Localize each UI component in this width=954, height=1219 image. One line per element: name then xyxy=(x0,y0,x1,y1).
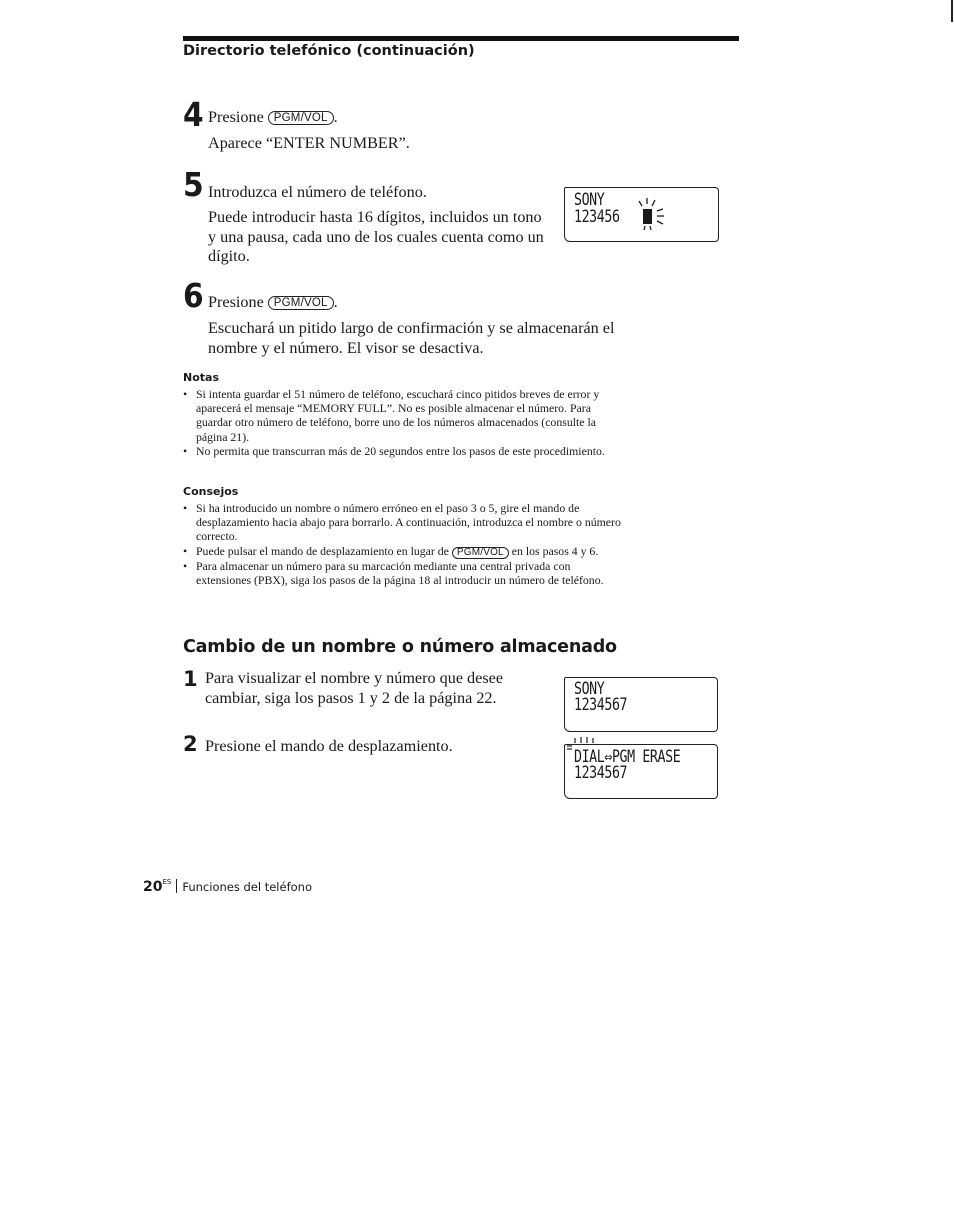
lcd-line-2: 1234567 xyxy=(574,763,628,783)
lcd-line-2: 123456 xyxy=(574,207,620,227)
lcd-line-1: SONY xyxy=(574,190,605,210)
change-step-1-text: Para visualizar el nombre y número que desee cambiar, siga los pasos 1 y 2 de la página 22. xyxy=(205,669,504,707)
step-6-suffix: . xyxy=(333,293,338,311)
edge-mark xyxy=(951,0,953,22)
lcd-line-1: SONY xyxy=(574,679,605,699)
lcd-line-2: 1234567 xyxy=(574,695,628,715)
pgm-vol-key: PGM/VOL xyxy=(268,111,334,125)
step-4-text: Aparece “ENTER NUMBER”. xyxy=(208,134,410,152)
pgm-vol-key: PGM/VOL xyxy=(268,296,334,310)
tips-list xyxy=(183,501,628,587)
step-4-suffix: . xyxy=(333,108,338,126)
page-number-suffix: ES xyxy=(162,878,172,886)
section-header: Directorio telefónico (continuación) xyxy=(183,43,475,59)
tip-2-suffix: en los pasos 4 y 6. xyxy=(511,543,599,558)
top-rule xyxy=(183,36,739,41)
change-step-1-number: 1 xyxy=(183,667,198,691)
step-5-line: Introduzca el número de teléfono. xyxy=(208,183,427,201)
list-item xyxy=(183,544,628,559)
lcd-display-edit xyxy=(564,744,718,799)
change-step-2-number: 2 xyxy=(183,732,198,756)
change-section-title: Cambio de un nombre o número almacenado xyxy=(183,637,617,657)
list-item: • No permita que transcurran más de 20 segundos entre los pasos de este procedimiento. xyxy=(183,444,628,458)
list-item: • Si ha introducido un nombre o número erróneo en el paso 3 o 5, gire el mando de desplazamiento hacia abajo para borrarlo. A continuación, introduzca el nombre o número correcto. xyxy=(183,501,628,544)
lcd-display-stored xyxy=(564,677,718,732)
list-item: • Si intenta guardar el 51 número de teléfono, escuchará cinco pitidos breves de error y aparecerá el mensaje “MEMORY FULL”. No es posible almacenar el número. Para guardar otro número de teléfono, borre uno de los números almacenados (consulte la página 21). xyxy=(183,387,628,444)
step-6-text: Escuchará un pitido largo de confirmación y se almacenarán el nombre y el número. El visor se desactiva. xyxy=(208,319,615,357)
step-4-line xyxy=(208,108,338,128)
notes-list xyxy=(183,387,628,458)
step-6-line xyxy=(208,293,338,313)
step-5-text: Puede introducir hasta 16 dígitos, incluidos un tono y una pausa, cada uno de los cuales cuenta como un dígito. xyxy=(208,208,544,265)
step-4-number: 4 xyxy=(183,95,204,134)
pgm-vol-key: PGM/VOL xyxy=(452,547,509,559)
blinking-cursor-icon xyxy=(633,196,675,230)
tip-2-prefix: Puede pulsar el mando de desplazamiento en lugar de xyxy=(196,543,449,558)
list-item: • Para almacenar un número para su marcación mediante una central privada con extensiones (PBX), siga los pasos de la página 18 al introducir un número de teléfono. xyxy=(183,559,628,587)
step-5-number: 5 xyxy=(183,165,204,204)
step-4-prefix: Presione xyxy=(208,108,264,126)
step-6-prefix: Presione xyxy=(208,293,264,311)
lcd-display-entry xyxy=(564,187,719,242)
page-footer xyxy=(143,878,312,896)
footer-section: Funciones del teléfono xyxy=(182,880,312,894)
lcd-line-1: DIAL⇔PGM ERASE xyxy=(574,747,681,767)
notes-heading: Notas xyxy=(183,371,219,384)
footer-separator xyxy=(176,879,177,893)
tips-heading: Consejos xyxy=(183,485,239,498)
page-number: 20 xyxy=(143,879,163,895)
change-step-2-text: Presione el mando de desplazamiento. xyxy=(205,737,453,755)
step-6-number: 6 xyxy=(183,276,204,315)
